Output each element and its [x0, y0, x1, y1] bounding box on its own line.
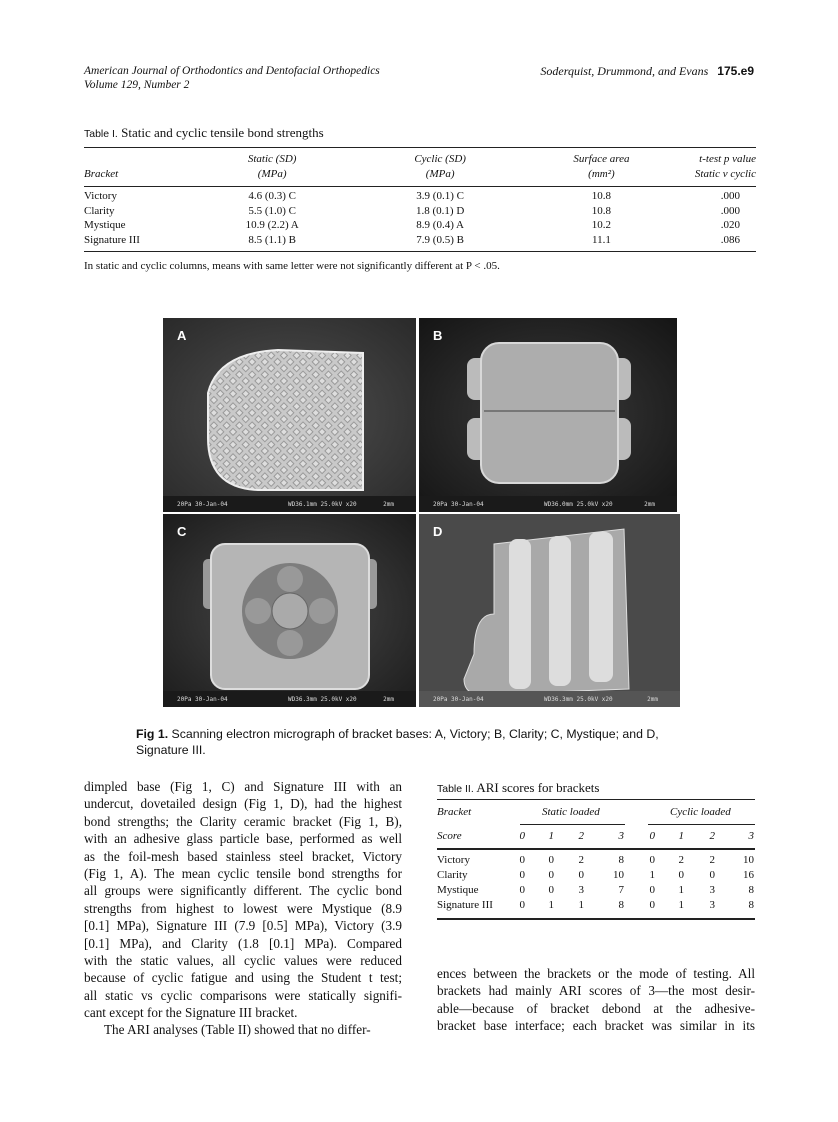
sem-info-date: 20Pa 30-Jan-04	[433, 696, 484, 703]
table2-cell: 0	[519, 854, 525, 866]
table-cell: 5.5 (1.0) C	[248, 204, 296, 217]
table2-cell: 0	[678, 869, 684, 881]
panel-letter: C	[177, 524, 187, 539]
table2-cell: 3	[709, 884, 715, 896]
text-line: dimpled base (Fig 1, C) and Signature III with an	[84, 779, 402, 794]
text-line: cant except for the Signature III bracket.	[84, 1005, 298, 1021]
text-line: because of cyclic fatigue and using the Student t test;	[84, 970, 402, 986]
divider	[437, 918, 755, 920]
table-row	[84, 189, 756, 204]
sem-info-bar	[163, 691, 416, 707]
table2-cell: 10	[743, 854, 754, 866]
table2-score-header: 0	[519, 830, 525, 842]
table1-header-cell: Static (SD)	[247, 153, 297, 166]
text-line: as the foil-mesh based stainless steel bracket, Victory	[84, 848, 402, 864]
table2-cell: 8	[618, 899, 624, 911]
text-line: [0.1] MPa), Signature III (7.9 [0.5] MPa), Victory (3.9	[84, 918, 402, 934]
table2-cell: 0	[519, 869, 525, 881]
table2-bracket-name: Victory	[437, 854, 470, 866]
text-line: all groups were significantly different. The cyclic bond	[84, 883, 402, 899]
micrograph-image	[163, 318, 416, 512]
table-cell: 7.9 (0.5) B	[416, 233, 464, 246]
table-cell: Clarity	[84, 204, 115, 217]
table-cell: 1.8 (0.1) D	[416, 204, 465, 217]
sem-scale: 2mm	[383, 696, 394, 703]
table-row	[84, 204, 756, 219]
table2-header-bracket: Bracket	[437, 806, 472, 818]
table1-header-row	[84, 167, 756, 182]
table1-header-cell: (mm²)	[588, 167, 615, 180]
table-cell: 4.6 (0.3) C	[248, 190, 296, 203]
table2-cell: 16	[743, 869, 754, 881]
table2-cell: 1	[649, 869, 655, 881]
table2-score-header: 1	[548, 830, 554, 842]
table2-bracket-name: Clarity	[437, 869, 468, 881]
table2-cell: 0	[709, 869, 715, 881]
table1-title	[84, 125, 324, 141]
table2-cell: 3	[709, 899, 715, 911]
table1-header-cell: (MPa)	[425, 167, 455, 180]
sem-info-bar	[419, 496, 677, 512]
page-number: 175.e9	[717, 64, 754, 78]
text-line: with an adhesive glass particle base, performed as well	[84, 831, 402, 847]
micrograph-image	[163, 514, 416, 707]
text-line: (Fig 1, A). The mean cyclic tensile bond strengths for	[84, 865, 402, 881]
sem-info-date: 20Pa 30-Jan-04	[177, 501, 228, 508]
table1-header-cell	[84, 152, 198, 167]
table2-score-header: 2	[578, 830, 584, 842]
table2-cell: 2	[709, 854, 715, 866]
table2-cell: 0	[649, 884, 655, 896]
table1-header-cell: t-test p value	[699, 153, 756, 166]
table2-cell: 0	[519, 884, 525, 896]
table2-title-text: ARI scores for brackets	[476, 780, 600, 795]
table1-header-cell: Static v cyclic	[694, 167, 756, 180]
text-line: The ARI analyses (Table II) showed that no differ-	[104, 1022, 371, 1038]
table-cell: .086	[720, 233, 740, 246]
text-line: bond strengths; the Clarity ceramic bracket (Fig 1, B),	[84, 813, 402, 829]
table1	[84, 152, 756, 247]
panel-letter: B	[433, 328, 443, 343]
text-line: [0.1] MPa), and Clarity (1.8 [0.1] MPa). Compared	[84, 935, 402, 951]
journal-name: American Journal of Orthodontics and Dentofacial Orthopedics	[84, 65, 380, 77]
spacer	[84, 181, 756, 189]
table2-title	[437, 780, 599, 796]
table1-header-cell: Surface area	[573, 153, 630, 166]
text-line: ences between the brackets or the mode of testing. All	[437, 966, 755, 981]
table-cell: 10.8	[591, 204, 612, 217]
micrograph-panel-b	[419, 318, 677, 512]
panel-letter: D	[433, 524, 443, 539]
micrograph-panel-d	[419, 514, 680, 707]
divider	[84, 251, 756, 252]
table-row	[84, 233, 756, 248]
divider	[520, 824, 625, 825]
text-line: able—because of bracket debond at the adhesive-	[437, 1000, 755, 1016]
table-cell: 10.2	[591, 219, 612, 232]
table2-cell: 0	[649, 854, 655, 866]
table-cell: 10.8	[591, 190, 612, 203]
sem-info-date: 20Pa 30-Jan-04	[433, 501, 484, 508]
table-cell: .020	[720, 219, 740, 232]
table1-header-cell: Bracket	[84, 167, 119, 180]
text-line: with the static values, all cyclic values were reduced	[84, 952, 402, 968]
table2-cell: 8	[618, 854, 624, 866]
table2-score-header: 3	[618, 830, 624, 842]
table2-cell: 0	[649, 899, 655, 911]
table-cell: .000	[720, 204, 740, 217]
volume-number: Volume 129, Number 2	[84, 79, 190, 91]
table2-cell: 1	[678, 899, 684, 911]
sem-scale: 2mm	[383, 501, 394, 508]
table2-cell: 2	[678, 854, 684, 866]
table2-cell: 1	[678, 884, 684, 896]
table1-note: In static and cyclic columns, means with same letter were not significantly different at P < .05.	[84, 260, 500, 272]
figure-caption	[136, 726, 711, 758]
sem-info-bar	[163, 496, 416, 512]
divider	[437, 848, 755, 850]
text-line: brackets had mainly ARI scores of 3—the most desir-	[437, 983, 755, 999]
table2-score-header: 2	[709, 830, 715, 842]
panel-letter: A	[177, 328, 187, 343]
table2-cell: 0	[548, 869, 554, 881]
table2-score-header: 1	[678, 830, 684, 842]
table1-title-text: Static and cyclic tensile bond strengths	[121, 125, 324, 140]
table1-header-row	[84, 152, 756, 167]
divider	[648, 824, 755, 825]
table2-cell: 10	[613, 869, 624, 881]
table2-header-cyclic: Cyclic loaded	[670, 806, 731, 818]
table2-cell: 1	[548, 899, 554, 911]
table2-score-header: 0	[649, 830, 655, 842]
table2-cell: 0	[519, 899, 525, 911]
caption-text-2: Signature III.	[136, 743, 206, 757]
sem-scale: 2mm	[644, 501, 655, 508]
table2-bracket-name: Mystique	[437, 884, 479, 896]
authors: Soderquist, Drummond, and Evans	[540, 64, 709, 78]
text-line: all static vs cyclic comparisons were statically signifi-	[84, 987, 402, 1003]
right-column-text	[437, 965, 755, 1035]
sem-info-date: 20Pa 30-Jan-04	[177, 696, 228, 703]
text-line: strengths from highest to lowest were Mystique (8.9	[84, 900, 402, 916]
table-cell: 10.9 (2.2) A	[245, 219, 299, 232]
sem-info-params: WD36.0mm 25.0kV x20	[544, 501, 613, 508]
caption-label: Fig 1.	[136, 727, 169, 741]
micrograph-panel-a	[163, 318, 416, 512]
table2-cell: 0	[578, 869, 584, 881]
table2-cell: 0	[548, 884, 554, 896]
caption-text: Scanning electron micrograph of bracket bases: A, Victory; B, Clarity; C, Mystique; and D,	[171, 727, 659, 741]
divider	[437, 799, 755, 800]
sem-info-params: WD36.3mm 25.0kV x20	[288, 696, 357, 703]
table1-label: Table I.	[84, 128, 118, 140]
table1-header-cell: Cyclic (SD)	[414, 153, 466, 166]
table-cell: Victory	[84, 190, 117, 203]
table2-cell: 3	[578, 884, 584, 896]
text-line: undercut, dovetailed design (Fig 1, D), had the highest	[84, 796, 402, 812]
table2-label: Table II.	[437, 783, 474, 795]
table1-header-cell: (MPa)	[257, 167, 287, 180]
table2-bracket-name: Signature III	[437, 899, 493, 911]
sem-scale: 2mm	[647, 696, 658, 703]
table2-header-static: Static loaded	[542, 806, 600, 818]
sem-info-bar	[419, 691, 680, 707]
table2-cell: 1	[578, 899, 584, 911]
sem-info-params: WD36.3mm 25.0kV x20	[544, 696, 613, 703]
table2-cell: 7	[618, 884, 624, 896]
micrograph-panel-c	[163, 514, 416, 707]
table-cell: 3.9 (0.1) C	[416, 190, 464, 203]
running-header-left	[84, 64, 380, 92]
table2-cell: 2	[578, 854, 584, 866]
table-cell: Signature III	[84, 233, 140, 246]
divider	[84, 186, 756, 187]
table2-cell: 8	[748, 884, 754, 896]
table-cell: 8.5 (1.1) B	[248, 233, 296, 246]
running-header-right	[540, 64, 754, 79]
text-line: bracket base interface; each bracket was similar in its	[437, 1018, 755, 1034]
left-column-text	[84, 778, 402, 1039]
micrograph-image	[419, 514, 680, 707]
table-cell: Mystique	[84, 219, 126, 232]
micrograph-image	[419, 318, 677, 512]
table2-cell: 8	[748, 899, 754, 911]
table-row	[84, 218, 756, 233]
divider	[84, 147, 756, 148]
table2-score-header: 3	[748, 830, 754, 842]
table-cell: .000	[720, 190, 740, 203]
table2-cell: 0	[548, 854, 554, 866]
table2-score-label: Score	[437, 830, 462, 842]
sem-info-params: WD36.1mm 25.0kV x20	[288, 501, 357, 508]
table-cell: 8.9 (0.4) A	[416, 219, 464, 232]
table-cell: 11.1	[591, 233, 611, 246]
